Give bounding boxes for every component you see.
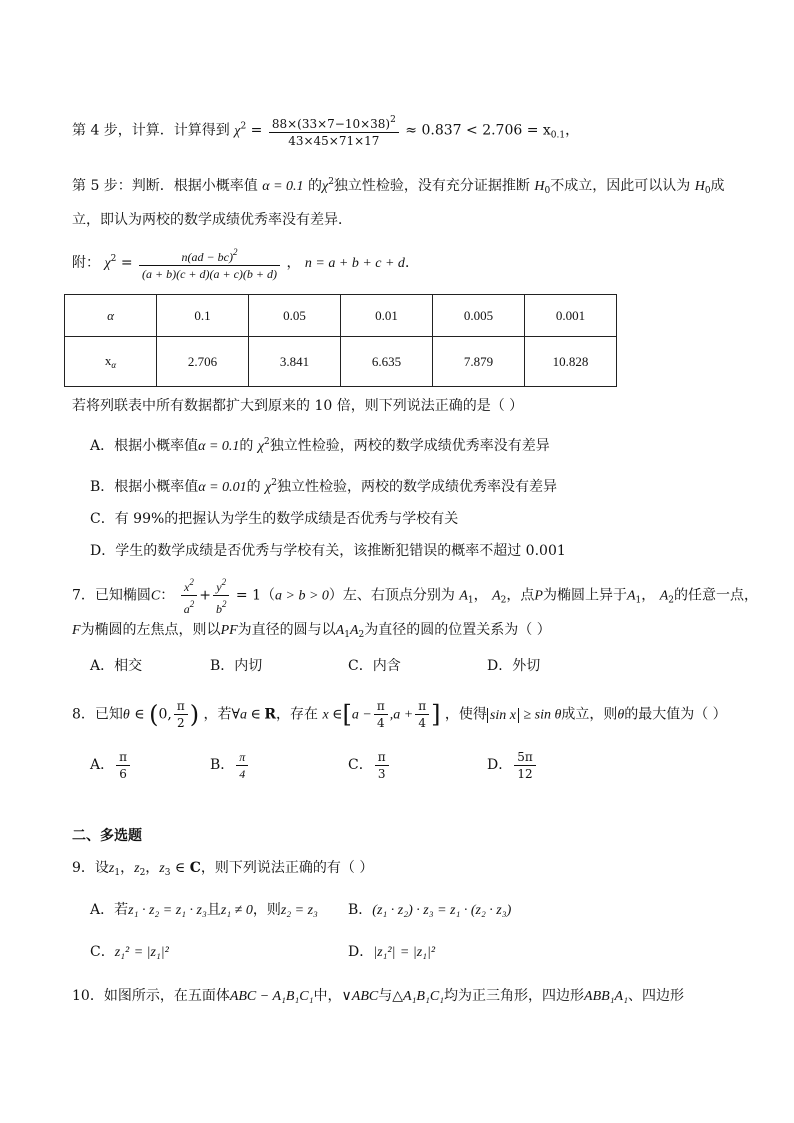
a1-point: A: [626, 588, 636, 604]
appendix-end: ．: [404, 255, 419, 271]
option-expr: z₁ · z₂ = z₁ · z₃: [128, 903, 207, 918]
h0-symbol: H: [534, 179, 545, 194]
q8-text: 成立，则: [561, 706, 618, 723]
option-fraction: [116, 749, 130, 782]
table-cell: 0.005: [433, 295, 525, 337]
x-alpha-sub: α: [111, 360, 117, 370]
interval-left: 0,: [158, 706, 172, 723]
appendix-numerator: n(ad − bc): [181, 250, 233, 264]
pf-segment: PF: [220, 623, 238, 638]
n-formula: n = a + b + c + d: [304, 256, 405, 271]
frac-num: π: [375, 749, 389, 766]
numerator-sup: 2: [232, 247, 238, 257]
q7-eq: = 1（: [235, 587, 275, 604]
sup-2: 2: [189, 599, 195, 609]
q7-condition: a > b > 0: [275, 588, 329, 604]
sub-2: 2: [500, 595, 507, 606]
appendix-comma: ，: [286, 255, 301, 271]
q9-option-d[interactable]: [348, 942, 435, 963]
step4-denominator: 43×45×71×17: [288, 134, 380, 148]
open-paren: (: [149, 700, 159, 729]
option-label: C．: [348, 757, 373, 773]
p-point: P: [534, 588, 543, 604]
q7-line1: 7．已知椭圆C： $\frac{x^2}{a^2}$ + $\frac{y^2}{b^2}$ = 1（a > b > 0）左、右顶点分别为 $A_1$， $A_2$，点P为椭圆上异于$A_1$， $A_2$的任意一点，: [72, 574, 758, 617]
y-var: y: [216, 580, 222, 594]
sub-2: 2: [668, 595, 675, 606]
numerator-sup: 2: [390, 115, 396, 125]
sup-2: 2: [189, 577, 194, 587]
table-cell: 6.635: [341, 337, 433, 387]
z-var: z: [134, 861, 140, 876]
chi-symbol: χ: [322, 179, 329, 194]
step4-label: 第 4 步，计算．计算得到: [72, 122, 230, 139]
table-cell: 0.05: [249, 295, 341, 337]
q7-text: ，点: [506, 587, 535, 604]
q8-text: 8．已知: [72, 706, 123, 723]
q10-text: 均为正三角形，四边形: [444, 988, 585, 1004]
z-var: z: [108, 861, 115, 876]
step5-text-e: 成: [710, 178, 725, 194]
abs-sinx: sin x: [487, 708, 519, 723]
table-cell: 2.706: [157, 337, 249, 387]
two: 2: [176, 716, 185, 730]
option-expr: (z₁ · z₂) · z₃ = z₁ · (z₂ · z₃): [372, 903, 512, 918]
q7-text: 为椭圆的左焦点，则以: [80, 622, 221, 638]
step5-text-d: 不成立，因此可以认为: [550, 178, 691, 194]
x-var: x: [184, 580, 190, 594]
q8-option-a[interactable]: [90, 748, 132, 782]
theta-var: θ: [617, 707, 625, 723]
chi-symbol: χ: [104, 256, 111, 271]
alpha-value: α = 0.01: [198, 480, 247, 495]
sub-2: 2: [358, 630, 365, 640]
q7-text: 为直径的圆的位置关系为（ ）: [364, 622, 551, 638]
z-var: z: [159, 861, 165, 876]
sup-2: 2: [221, 599, 227, 609]
appendix-fraction: [139, 244, 280, 282]
sup-2: 2: [221, 577, 227, 587]
option-text: B．根据小概率值: [90, 479, 199, 495]
q8-line: [72, 698, 727, 731]
q7-colon: ：: [160, 587, 175, 604]
ge-sintheta: ≥ sin θ: [523, 707, 562, 723]
sub-1: 1: [467, 595, 474, 606]
q7-option-b[interactable]: B．内切: [210, 658, 263, 674]
q6-option-c[interactable]: C．有 99%的把握认为学生的数学成绩是否优秀与学校有关: [90, 511, 459, 527]
option-text: 独立性检验，两校的数学成绩优秀率没有差异: [269, 438, 550, 454]
h0-symbol: H: [694, 179, 705, 194]
chi-sup: 2: [110, 254, 117, 264]
chi-sup: 2: [328, 177, 334, 187]
option-expr: z₁²: [114, 945, 130, 960]
q9-line: 9．设$z_1$，$z_2$，$z_3$ ∈ C，则下列说法正确的有（ ）: [72, 860, 374, 878]
forall-expr: ∀a ∈: [231, 707, 265, 723]
q10-text: 中，: [313, 988, 342, 1004]
option-expr: = |z₁|²: [399, 945, 436, 960]
x-alpha-label: x: [104, 353, 112, 368]
frac-num: π: [236, 749, 248, 766]
step5-line1: [72, 172, 725, 201]
q8-text: ，若: [203, 706, 232, 723]
option-text: 且: [206, 902, 221, 918]
table-cell: 0.001: [525, 295, 617, 337]
q9-option-a[interactable]: [90, 900, 318, 921]
table-cell: α: [65, 295, 157, 337]
q8-text: ，使得: [444, 706, 487, 723]
q7-text: 的任意一点，: [674, 587, 759, 604]
q6-option-d[interactable]: D．学生的数学成绩是否优秀与学校有关，该推断犯错误的概率不超过 0.001: [90, 543, 566, 559]
q8-option-d[interactable]: [487, 748, 538, 782]
q10-text: 10．如图所示，在五面体: [72, 988, 230, 1004]
a1-point: A: [459, 588, 468, 604]
step5-text-c: 独立性检验，没有充分证据推断: [333, 178, 530, 194]
table-cell: 0.1: [157, 295, 249, 337]
complex-set: C: [189, 860, 201, 876]
frac-den: 6: [119, 766, 127, 781]
frac-num: π: [116, 749, 130, 766]
option-text: A．根据小概率值: [90, 438, 199, 454]
a-var: a: [183, 602, 190, 616]
option-expr: z₂ = z₃: [280, 903, 318, 918]
option-label: D．: [487, 757, 513, 773]
q7-comma: ，: [641, 587, 656, 604]
chi-sup: 2: [264, 437, 270, 447]
a-plus: ,a +: [389, 707, 414, 723]
open-bracket: [: [342, 700, 352, 729]
option-expr: = |z₁|²: [133, 945, 169, 960]
sub-3: 3: [164, 868, 171, 878]
q7-text: ）左、右顶点分别为: [328, 587, 455, 604]
chi-symbol: χ: [257, 439, 265, 454]
h0-sub: 0: [544, 186, 551, 196]
q6-option-a[interactable]: [90, 432, 550, 457]
x-in: x ∈: [322, 707, 343, 723]
option-text: D．: [348, 944, 374, 960]
chi-sup: 2: [240, 121, 247, 132]
step4-result-sub: 0.1: [550, 130, 566, 141]
step4-result: ≈ 0.837 < 2.706 = x: [405, 122, 551, 139]
triangle-1: ∨ABC: [341, 989, 379, 1004]
pi-over-4: [374, 698, 388, 731]
option-label: B．: [210, 757, 235, 773]
q7-option-a[interactable]: A．相交: [90, 658, 143, 674]
h0-sub: 0: [704, 186, 711, 196]
option-text: 的: [239, 438, 254, 454]
section-heading: 二、多选题: [72, 828, 142, 844]
appendix-line: [72, 244, 419, 282]
step4-fraction: [269, 112, 399, 149]
step4-end: ，: [565, 122, 580, 139]
frac-den: 3: [377, 766, 386, 781]
table-row: [65, 337, 617, 387]
step5-line2: 立，即认为两校的数学成绩优秀率没有差异．: [72, 212, 352, 228]
option-text: 的: [246, 479, 261, 495]
theta-var: θ: [122, 707, 130, 723]
pi: π: [174, 698, 188, 715]
a2-point: A: [492, 588, 501, 604]
triangle-2: △A₁B₁C₁: [392, 989, 445, 1004]
real-set: R: [264, 706, 276, 723]
alpha-value: α = 0.1: [198, 439, 240, 454]
sub-1: 1: [114, 868, 121, 878]
option-text: ，则: [252, 902, 281, 918]
q7-line2: [72, 620, 551, 645]
equals: =: [120, 255, 133, 271]
q7-comma: ，: [473, 587, 488, 604]
four: 4: [418, 716, 426, 730]
q9-option-c[interactable]: [90, 942, 169, 963]
step4-line: [72, 112, 579, 149]
option-text: B．: [348, 902, 373, 918]
q8-text: 的最大值为（ ）: [624, 706, 727, 723]
critical-value-table: [64, 294, 617, 387]
table-cell: 0.01: [341, 295, 433, 337]
a1-point: A: [335, 623, 345, 638]
pi: π: [415, 698, 429, 715]
pi-over-4: [415, 698, 429, 731]
equals: =: [250, 122, 263, 139]
chi-sup: 2: [271, 478, 277, 488]
q6-option-b[interactable]: [90, 473, 557, 498]
option-fraction: [514, 749, 536, 782]
q10-text: 、四边形: [627, 988, 684, 1004]
sub-1: 1: [635, 595, 642, 606]
option-text: 独立性检验，两校的数学成绩优秀率没有差异: [276, 479, 557, 495]
appendix-label: 附：: [72, 255, 100, 271]
q7-text: 为直径的圆与以: [237, 622, 336, 638]
option-text: C．: [90, 944, 115, 960]
table-cell: 10.828: [525, 337, 617, 387]
option-label: A．: [90, 757, 115, 773]
close-paren: ): [189, 700, 200, 729]
chi-symbol: χ: [265, 480, 272, 495]
q9-text: ，则下列说法正确的有（ ）: [200, 860, 374, 876]
q6-question: 若将列联表中所有数据都扩大到原来的 10 倍，则下列说法正确的是（ ）: [72, 398, 524, 414]
q7-option-c[interactable]: C．内含: [348, 658, 401, 674]
a-minus: a −: [351, 707, 372, 723]
pi-over-2: [174, 698, 188, 731]
q8-option-b[interactable]: [210, 748, 250, 782]
option-expr: z₁ ≠ 0: [220, 903, 253, 918]
close-bracket: ]: [431, 700, 441, 729]
solid-name: ABC − A₁B₁C₁: [229, 989, 314, 1004]
table-cell: 3.841: [249, 337, 341, 387]
y2-over-b2: [213, 574, 230, 617]
sub-2: 2: [139, 868, 146, 878]
alpha-value: α = 0.1: [262, 179, 304, 194]
table-cell: 7.879: [433, 337, 525, 387]
q10-text: 与: [378, 988, 393, 1004]
a2-point: A: [349, 623, 359, 638]
f-point: F: [72, 623, 81, 638]
q8-option-c[interactable]: [348, 748, 391, 782]
chi-symbol: χ: [234, 123, 241, 139]
step4-numerator: 88×(33×7−10×38): [271, 117, 391, 131]
option-fraction: [375, 749, 389, 782]
q9-text: 9．设: [72, 860, 109, 876]
frac-den: 4: [239, 766, 246, 781]
option-fraction: [236, 749, 248, 782]
q8-text: ，存在: [276, 706, 318, 723]
a2-point: A: [659, 588, 669, 604]
option-text: A．若: [90, 902, 129, 918]
ellipse-c: C: [150, 588, 161, 604]
q7-option-d[interactable]: D．外切: [487, 658, 541, 674]
q10-line: [72, 986, 684, 1007]
frac-num: 5π: [514, 749, 536, 766]
q9-option-b[interactable]: [348, 900, 511, 921]
in-symbol: ∈: [134, 706, 145, 723]
quad-name: ABB₁A₁: [584, 989, 628, 1004]
step5-text-a: 第 5 步：判断．根据小概率值: [72, 178, 258, 194]
four: 4: [376, 716, 385, 730]
table-row: [65, 295, 617, 337]
frac-den: 12: [517, 766, 533, 781]
x2-over-a2: [181, 574, 198, 617]
q7-text: 为椭圆上异于: [542, 587, 627, 604]
table-cell: [65, 337, 157, 387]
q7-text: 7．已知椭圆: [72, 587, 151, 604]
appendix-denominator: (a + b)(c + d)(a + c)(b + d): [142, 267, 278, 281]
pi: π: [374, 698, 388, 715]
b-var: b: [215, 602, 222, 616]
sub-1: 1: [344, 630, 350, 640]
step5-text-b: 的: [308, 178, 323, 194]
option-expr: |z₁²|: [373, 945, 396, 960]
